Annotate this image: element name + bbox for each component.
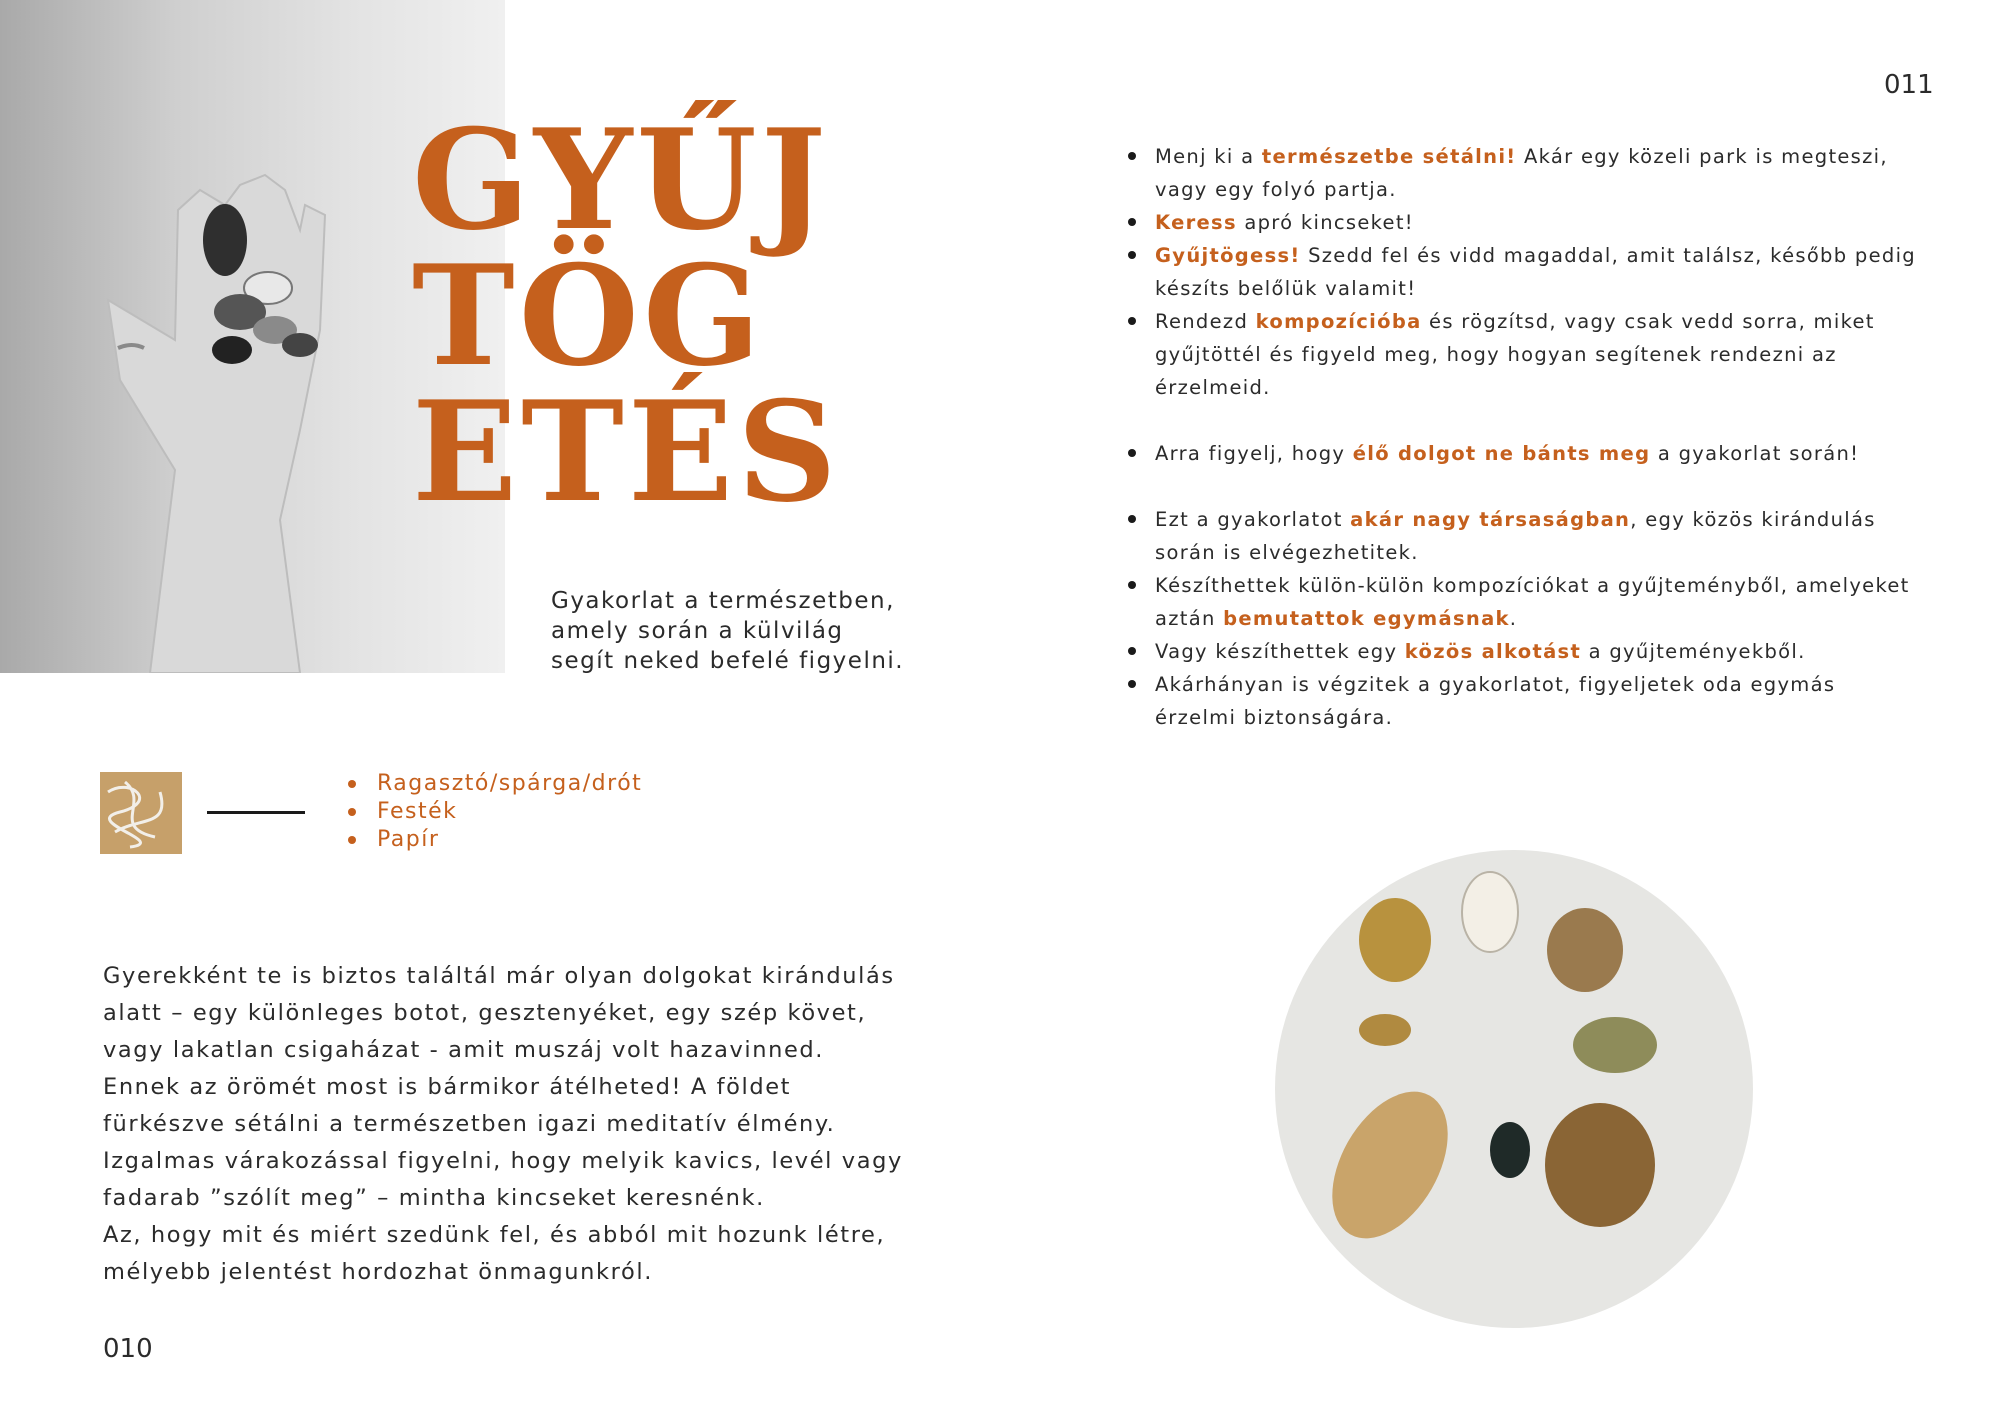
list-item: Akárhányan is végzitek a gyakorlatot, figyeljetek oda egymás érzelmi biztonságára.: [1125, 668, 1920, 734]
clam-shell: [1573, 1017, 1657, 1073]
list-item: Készíthettek külön-külön kompozíciókat a gyűjteményből, amelyeket aztán bemutattok egymásnak.: [1125, 569, 1920, 635]
feather: [1308, 1072, 1471, 1259]
snail-shell: [1462, 872, 1518, 952]
page-title: [412, 98, 841, 533]
subtitle: Gyakorlat a természetben, amely során a külvilág segít neked befelé figyelni.: [551, 588, 905, 674]
body-paragraph: Az, hogy mit és miért szedünk fel, és abból mit hozunk létre, mélyebb jelentést hordozhat önmagunkról.: [103, 1222, 886, 1285]
stone: [212, 336, 252, 364]
list-item: Arra figyelj, hogy élő dolgot ne bánts meg a gyakorlat során!: [1125, 437, 1920, 470]
gold-pebble: [1359, 1014, 1411, 1046]
list-item: Papír: [348, 826, 642, 854]
list-item: Menj ki a természetbe sétálni! Akár egy közeli park is megteszi, vagy egy folyó partja.: [1125, 140, 1920, 206]
collection-photo: [1275, 850, 1753, 1328]
page-number-right: 011: [1884, 70, 1934, 100]
body-paragraph: Gyerekként te is biztos találtál már olyan dolgokat kirándulás alatt – egy különleges botot, gesztenyéket, egy szép követ, vagy lakatlan csigaházat - amit muszáj volt hazavinned. Ennek az örömét most is bármikor átélheted! A földet fürkészve sétálni a természetben igazi meditatív élmény. Izgalmas várakozással figyelni, hogy melyik kavics, levél vagy fadarab ”szólít meg” – mintha kincseket keresnénk.: [103, 963, 903, 1211]
stone: [203, 204, 247, 276]
divider-line: [207, 811, 305, 814]
list-item: Ragasztó/spárga/drót: [348, 770, 642, 798]
list-item: Keress apró kincseket!: [1125, 206, 1920, 239]
list-item: Ezt a gyakorlatot akár nagy társaságban, egy közös kirándulás során is elvégezhetitek.: [1125, 503, 1920, 569]
gold-stone: [1359, 898, 1431, 982]
walnut: [1547, 908, 1623, 992]
list-item: Festék: [348, 798, 642, 826]
body-text: [103, 958, 903, 1291]
stone: [282, 333, 318, 357]
list-item: Vagy készíthettek egy közös alkotást a gyűjteményekből.: [1125, 635, 1920, 668]
title-line-1: GYŰJ: [412, 98, 831, 261]
page-number-left: 010: [103, 1334, 153, 1364]
list-item: Rendezd kompozícióba és rögzítsd, vagy csak vedd sorra, miket gyűjtöttél és figyeld meg, hogy hogyan segítenek rendezni az érzelmeid.: [1125, 305, 1920, 404]
list-item: Gyűjtögess! Szedd fel és vidd magaddal, amit találsz, később pedig készíts belőlük valamit!: [1125, 239, 1920, 305]
title-line-3: ETÉS: [412, 370, 841, 533]
pine-cone: [1545, 1103, 1655, 1227]
materials-thumbnail: [100, 772, 182, 854]
instruction-list: [1125, 140, 1920, 734]
black-stone: [1490, 1122, 1530, 1178]
materials-list: [348, 770, 642, 854]
title-line-2: TÖG: [412, 234, 765, 397]
